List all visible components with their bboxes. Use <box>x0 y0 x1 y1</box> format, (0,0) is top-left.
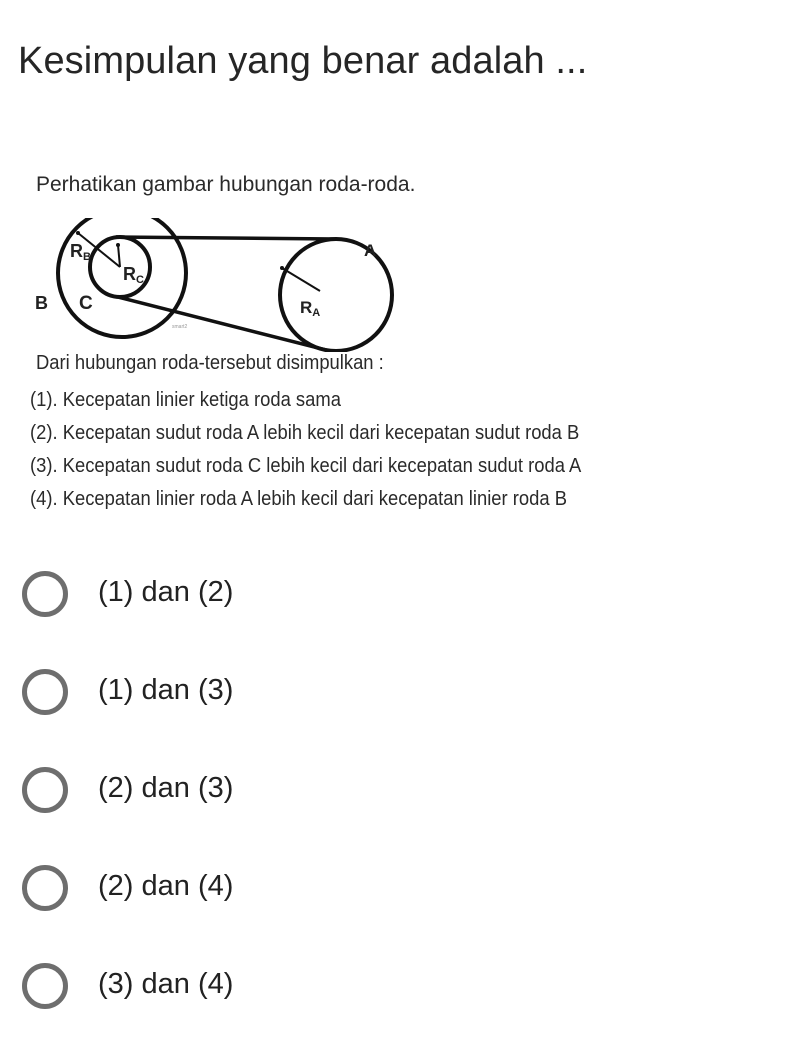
radio-button-icon[interactable] <box>22 963 68 1009</box>
svg-text:RC: RC <box>123 264 144 286</box>
conclusion-heading: Dari hubungan roda-tersebut disimpulkan : <box>36 352 384 374</box>
option-1-dan-3[interactable] <box>0 646 798 742</box>
radio-button-icon[interactable] <box>22 767 68 813</box>
radius-a-line <box>282 268 320 291</box>
radio-button-icon[interactable] <box>22 865 68 911</box>
watermark: smart2 <box>172 324 188 330</box>
option-label: (2) dan (4) <box>98 870 234 902</box>
option-label: (1) dan (2) <box>98 576 234 608</box>
label-c: C <box>79 293 93 314</box>
belt-bottom <box>118 297 330 351</box>
option-label: (2) dan (3) <box>98 772 234 804</box>
radio-button-icon[interactable] <box>22 669 68 715</box>
option-label: (3) dan (4) <box>98 968 234 1000</box>
radius-c-line <box>118 245 120 267</box>
statement-item: (2). Kecepatan sudut roda A lebih kecil dari kecepatan sudut roda B <box>30 422 580 444</box>
question-title: Kesimpulan yang benar adalah ... <box>18 40 588 82</box>
svg-text:RB: RB <box>70 241 91 263</box>
option-1-dan-2[interactable] <box>0 550 798 646</box>
statement-list <box>30 386 629 518</box>
label-ra: R <box>300 298 313 317</box>
label-rb: R <box>70 241 83 261</box>
option-2-dan-3[interactable] <box>0 742 798 838</box>
statement-item: (3). Kecepatan sudut roda C lebih kecil dari kecepatan sudut roda A <box>30 455 582 477</box>
question-intro: Perhatikan gambar hubungan roda-roda. <box>36 173 416 196</box>
statement-item: (4). Kecepatan linier roda A lebih kecil dari kecepatan linier roda B <box>30 488 567 510</box>
label-rc: R <box>123 264 136 284</box>
radio-button-icon[interactable] <box>22 571 68 617</box>
option-3-dan-4[interactable] <box>0 934 798 1030</box>
wheels-diagram <box>30 218 400 352</box>
label-b: B <box>35 293 48 313</box>
belt-top <box>116 237 336 239</box>
svg-text:RA: RA <box>300 298 321 319</box>
statement-item: (1). Kecepatan linier ketiga roda sama <box>30 389 341 411</box>
label-a: A <box>364 241 377 260</box>
option-2-dan-4[interactable] <box>0 838 798 934</box>
option-label: (1) dan (3) <box>98 674 234 706</box>
